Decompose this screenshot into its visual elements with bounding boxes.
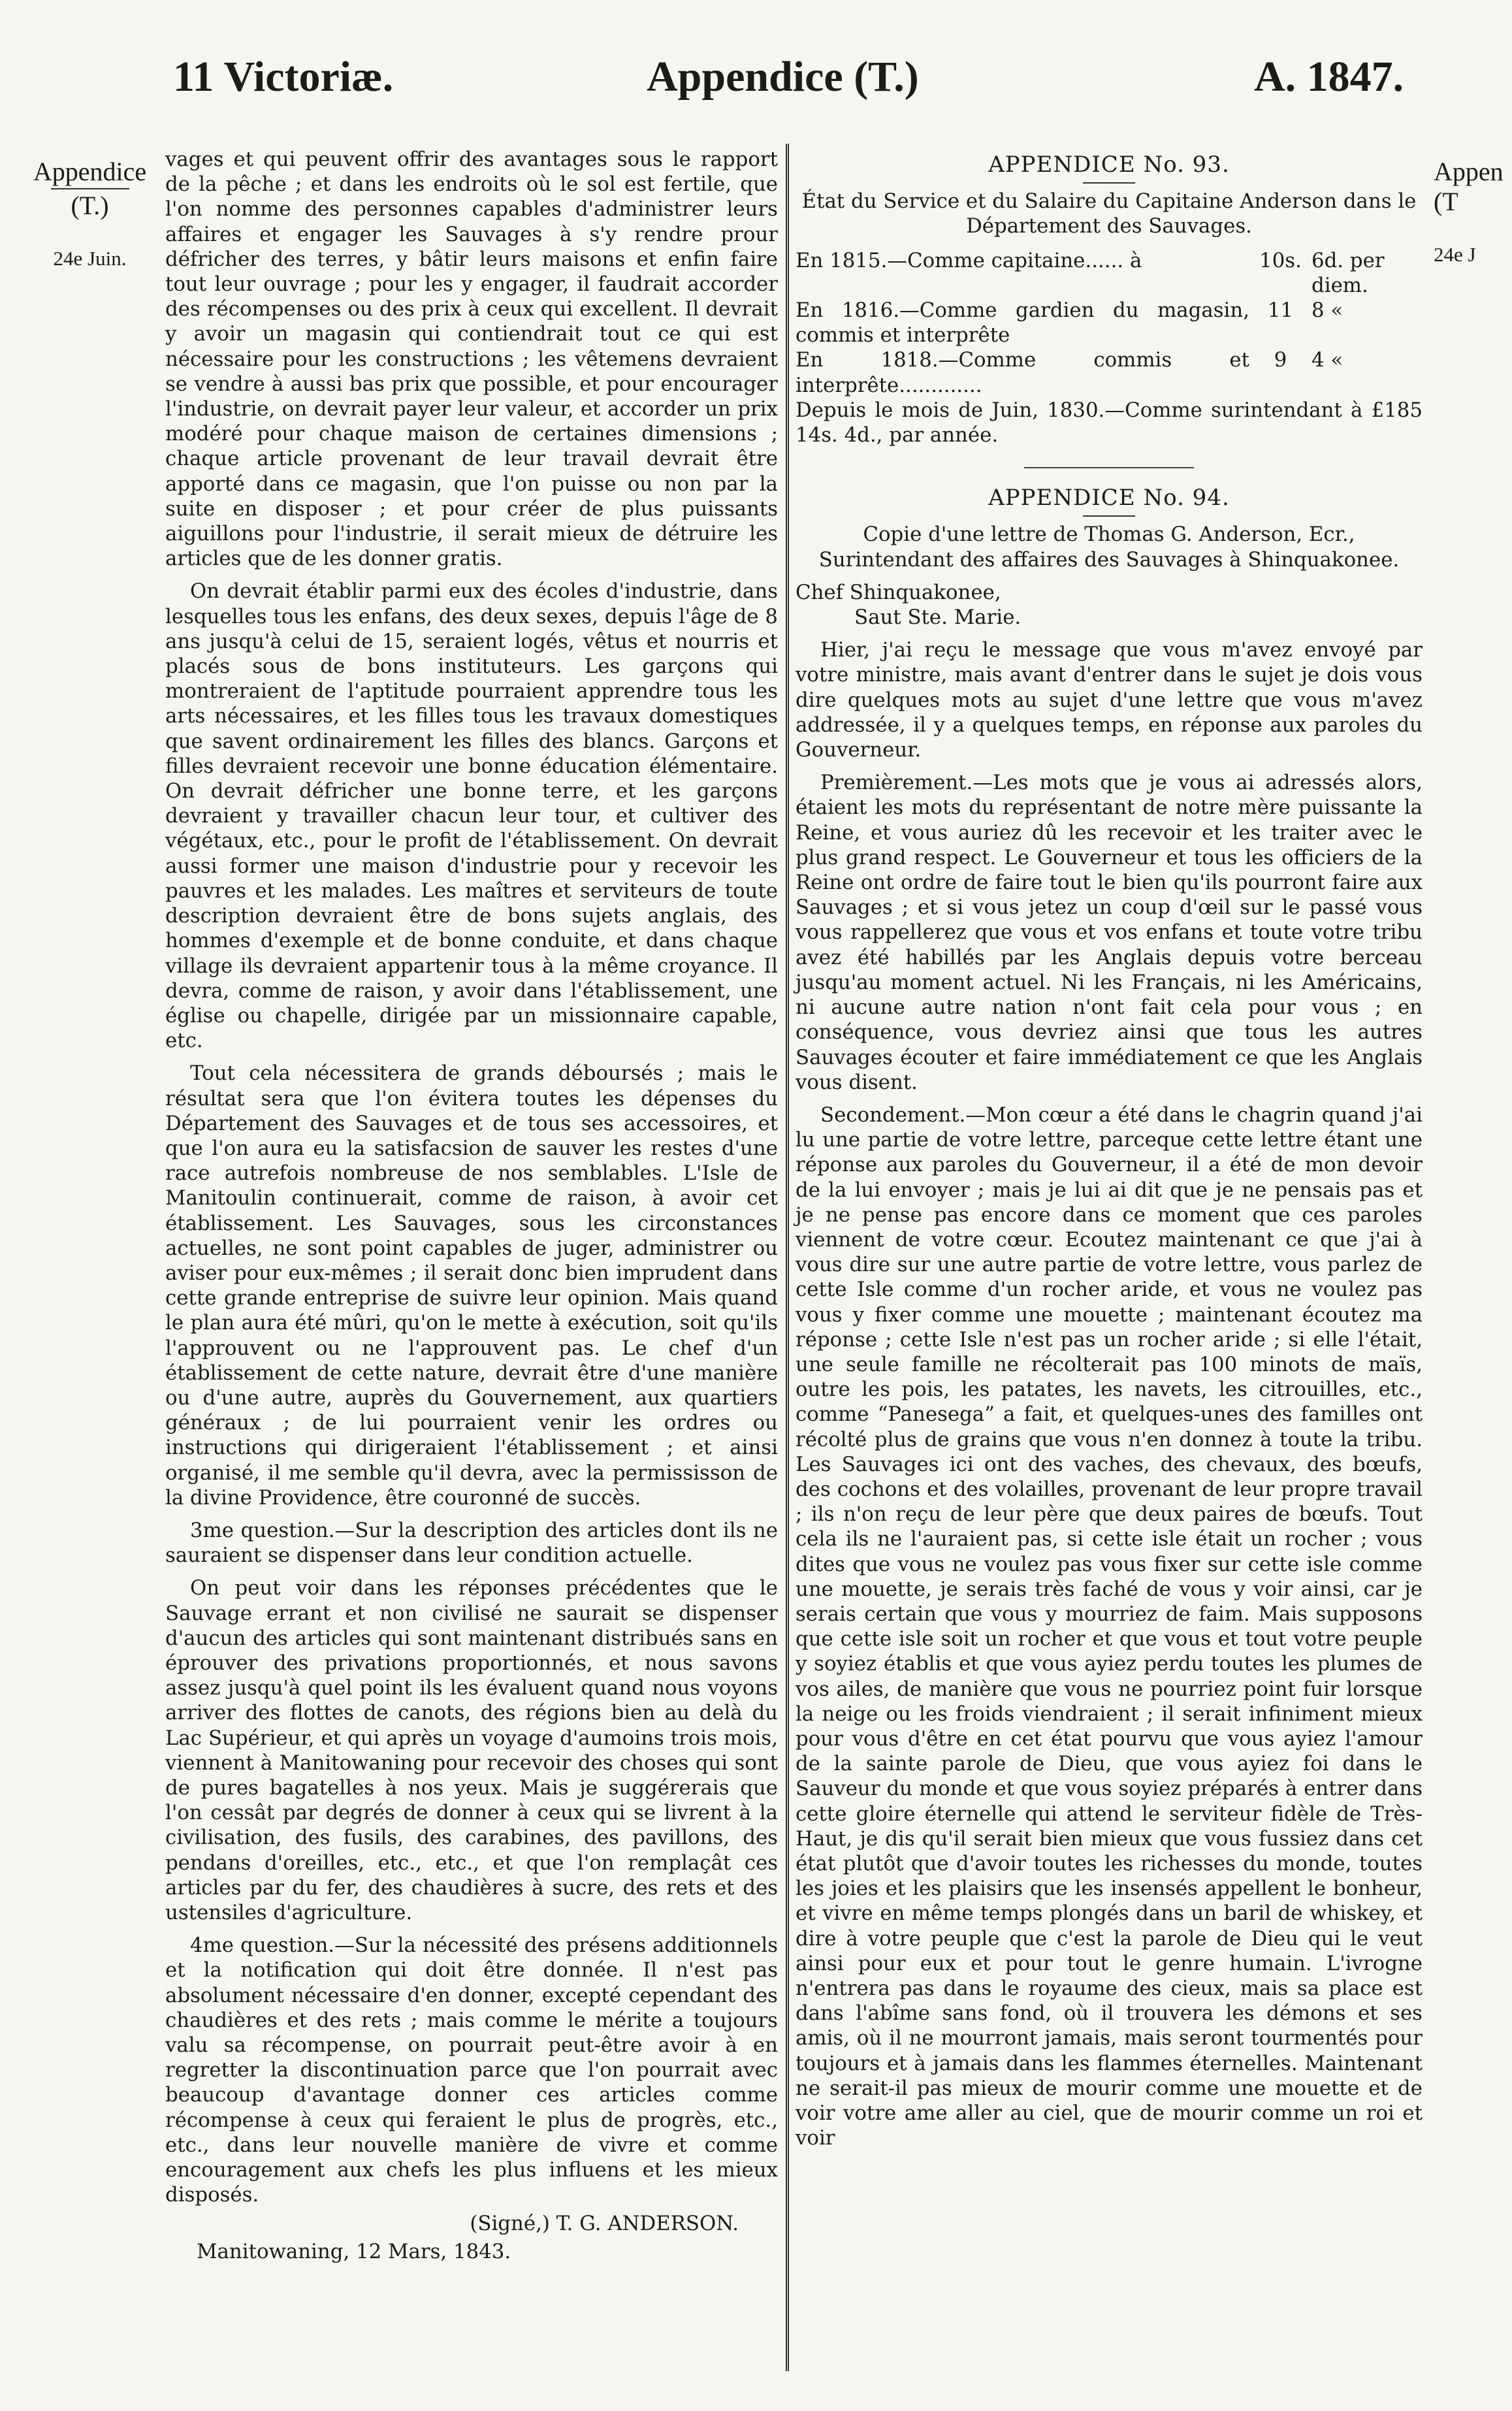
place-date: Manitowaning, 12 Mars, 1843. <box>197 2239 511 2263</box>
salary-row: En 1816.—Comme gardien du magasin, commis et interprête 11 8 « <box>796 299 1343 348</box>
paragraph: Secondement.—Mon cœur a été dans le chagrin quand j'ai lu une partie de votre lettre, parceque cette lettre étant une réponse aux paroles du Gouverneur, il a été de mon devoir de la lui envoyer ; mais je lui ai dit que je ne pensais pas et je ne pense pas encore dans ce moment que ces paroles viennent de votre cœur. Ecoutez maintenant ce que j'ai à vous dire sur une autre partie de votre lettre, vous parlez de cette Isle comme d'un rocher aride, et vous ne voulez pas vous y fixer comme une mouette ; maintenant écoutez ma réponse ; cette Isle n'est pas un rocher aride ; si elle l'était, une seule famille ne récolterait pas 100 minots de maïs, outre les pois, les patates, les navets, les citrouilles, etc., comme “Panesega” a fait, et quelques-unes des familles ont récolté plus de grains que vous n'en donnez à toute la tribu. Les Sauvages ici ont des vaches, des chevaux, des bœufs, des cochons et des volailles, provenant de leur propre travail ; ils n'on reçu de leur père que deux paires de bœufs. Tout cela ils ne l'auraient pas, si cette isle était un rocher ; vous dites que vous ne voulez pas vous fixer sur cette isle comme une mouette, je serais très faché de vous y voir ainsi, car je serais certain que vous y mourriez de faim. Mais supposons que cette isle soit un rocher et que vous et tout votre peuple y soyiez établis et que vous ayiez perdu toutes les plumes de vos ailes, de manière que vous ne pourriez point fuir lorsque la neige ou les froids viendraient ; il serait infiniment mieux pour vous d'être en cet état pourvu que vous ayiez l'amour de la sainte parole de Dieu, que vous ayiez foi dans le Sauveur du monde et que vous soyiez préparés à entrer dans cette gloire éternelle qui attend le serviteur fidèle de Très-Haut, je dis qu'il serait bien mieux que vous fussiez dans cet état plutôt que d'avoir toutes les richesses du monde, toutes les joies et les plaisirs que les insensés appellent le bonheur, et vivre en même temps plongés dans un baril de whiskey, et dire à votre peuple que c'est la parole de Dieu qui le veut ainsi pour eux et pour tout le genre humain. L'ivrogne n'entrera pas dans le royaume des cieux, mais sa place est dans l'abîme sans fond, où il trouvera les démons et ses amis, où il ne mourront jamais, mais seront tourmentés pour toujours et à jamais dans les flammes éternelles. Maintenant ne serait-il pas mieux de mourir comme une mouette et de voir votre ame aller au ciel, que de mourir comme un roi et voir <box>796 1103 1423 2150</box>
salutation-place: Saut Ste. Marie. <box>854 606 1021 630</box>
rule <box>1083 182 1135 184</box>
margin-title: Appen <box>1434 157 1504 186</box>
margin-date: 24e J <box>1434 243 1476 266</box>
salary-last: Depuis le mois de Juin, 1830.—Comme surintendant à £185 14s. 4d., par année. <box>796 398 1423 447</box>
left-column <box>165 147 778 2368</box>
margin-note-left <box>23 157 157 270</box>
paragraph: 3me question.—Sur la description des articles dont ils ne sauraient se dispenser dans leur condition actuelle. <box>165 1518 778 1568</box>
margin-sub: (T.) <box>71 191 109 220</box>
margin-date: 24e Juin. <box>53 247 127 270</box>
salary-table <box>796 248 1423 448</box>
margin-sub: (T <box>1434 187 1458 216</box>
appendix-93-title: APPENDICE No. 93. <box>988 152 1230 178</box>
paragraph: 4me question.—Sur la nécessité des présens additionnels et la notification qui doit être donnée. Il n'est pas absolument nécessaire d'en donner, excepté cependant des chaudières et des rets ; mais comme le mérite a toujours valu sa récompense, on pourrait peut-être avoir à en regretter la discontinuation parce que l'on pourrait avec beaucoup d'avantage donner ces articles comme récompense à ceux qui feraient le plus de progrès, etc., etc., dans leur nouvelle manière de vivre et comme encouragement aux chefs les plus influens et les mieux disposés. <box>165 1934 778 2207</box>
salary-row: En 1815.—Comme capitaine...... à 10s. 6d. per diem. <box>796 248 1385 297</box>
margin-rule <box>51 188 129 189</box>
margin-note-right <box>1434 157 1512 267</box>
section-rule <box>1024 467 1194 468</box>
margin-title: Appendice <box>33 157 147 186</box>
column-divider <box>786 144 789 2371</box>
paragraph: On devrait établir parmi eux des écoles d'industrie, dans lesquelles tous les enfans, des deux sexes, depuis l'âge de 8 ans jusqu'à celui de 15, seraient logés, vêtus et nourris et placés sous de bons instituteurs. Les garçons qui montreraient de l'aptitude pourraient apprendre tous les arts nécessaires, et les filles tous les travaux domestiques que savent ordinairement les filles des blancs. Garçons et filles devraient recevoir une bonne éducation élémentaire. On devrait défricher une bonne terre, et les garçons devraient y travailler chacun leur tour, et cultiver des végétaux, etc., pour le profit de l'établissement. On devrait aussi former une maison d'industrie pour y recevoir les pauvres et les malades. Les maîtres et serviteurs de toute description devraient être de bons sujets anglais, des hommes d'exemple et de bonne conduite, et dans chaque village ils devraient appartenir tous à la même croyance. Il devra, comme de raison, y avoir dans l'établissement, une église ou chapelle, dirigée par un missionnaire capable, etc. <box>165 579 778 1053</box>
header-center: Appendice (T.) <box>647 53 919 101</box>
signature: (Signé,) T. G. ANDERSON. <box>470 2212 739 2236</box>
paragraph: Tout cela nécessitera de grands déboursés ; mais le résultat sera que l'on évitera toutes les dépenses du Département des Sauvages et de tous ses accessoires, et que l'on aura eu la satisfacsion de sauver les restes d'une race autrefois nombreuse de nos semblables. L'Isle de Manitoulin continuerait, comme de raison, à avoir cet établissement. Les Sauvages, sous les circonstances actuelles, ne sont point capables de juger, administrer ou aviser pour eux-mêmes ; il serait donc bien imprudent dans cette grande entreprise de suivre leur opinion. Mais quand le plan aura été mûri, qu'on le mette à exécution, soit qu'ils l'approuvent ou ne l'approuvent pas. Le chef d'un établissement de cette nature, devrait être d'une manière ou d'une autre, auprès du Gouvernement, aux quartiers généraux ; de lui pourraient venir les ordres ou instructions qui dirigeraient l'établissement ; et ainsi organisé, il me semble qu'il devra, avec la permississon de la divine Providence, être couronné de succès. <box>165 1061 778 1510</box>
paragraph: vages et qui peuvent offrir des avantages sous le rapport de la pêche ; et dans les endroits où le sol est fertile, que l'on nomme des personnes capables d'administrer leurs affaires et engager les Sauvages à s'y rendre prour défricher des terres, y bâtir leurs maisons et enfin faire tout leur ouvrage ; pour les y engager, il faudrait accorder des récompenses ou des prix à ceux qui excellent. Il devrait y avoir un magasin qui contiendrait tout ce qui est nécessaire pour les constructions ; les vêtemens devraient se vendre à aussi bas prix que possible, et pour encourager l'industrie, on devrait payer leur valeur, et accorder un prix modéré pour chaque maison de certaines dimensions ; chaque article provenant de leur travail devrait être apporté dans ce magasin, que l'on puisse ou non par la suite en disposer ; et pour créer de plus puissants aiguillons pour l'industrie, il serait mieux de détruire les articles que de les donner gratis. <box>165 148 778 571</box>
right-column <box>796 147 1423 2368</box>
header-right: A. 1847. <box>1254 53 1404 101</box>
paragraph: On peut voir dans les réponses précédentes que le Sauvage errant et non civilisé ne saurait se dispenser d'aucun des articles qui sont maintenant distribués sans en éprouver des privations proportionnés, et nous savons assez jusqu'à quel point ils les évaluent quand nous voyons arriver des flottes de canots, des régions bien au delà du Lac Supérieur, et qui après un voyage d'aumoins trois mois, viennent à Manitowaning pour recevoir des choses qui sont de pures bagatelles à nos yeux. Mais je suggérerais que l'on cessât par degrés de donner à ceux qui se livrent à la civilisation, des fusils, des carabines, des pavillons, des pendans d'oreilles, etc., etc., et que l'on remplaçât ces articles par du fer, des chaudières à sucre, des rets et des ustensiles d'agriculture. <box>165 1576 778 1925</box>
paragraph: Premièrement.—Les mots que je vous ai adressés alors, étaient les mots du représentant de notre mère puissante la Reine, et vous auriez dû les recevoir et les traiter avec le plus grand respect. Le Gouverneur et tous les officiers de la Reine ont ordre de faire tout le bien qu'ils pourront faire aux Sauvages ; et si vous jetez un coup d'œil sur le passé vous vous rappellerez que vous et vos enfans et toute votre tribu avez été habillés par les Anglais depuis votre berceau jusqu'au moment actuel. Ni les Français, ni les Américains, ni aucune autre nation n'ont fait cela pour vous ; en conséquence, vous devriez ainsi que tous les autres Sauvages écouter et faire immédiatement ce que les Anglais vous disent. <box>796 771 1423 1094</box>
page-header <box>0 52 1477 118</box>
appendix-93-subtitle: État du Service et du Salaire du Capitaine Anderson dans le Département des Sauvages. <box>801 189 1417 238</box>
rule <box>1083 515 1135 517</box>
appendix-94-subtitle: Copie d'une lettre de Thomas G. Anderson, Ecr., Surintendant des affaires des Sauvages à Shinquakonee. <box>818 523 1400 572</box>
header-left: 11 Victoriæ. <box>173 53 394 101</box>
appendix-94-title: APPENDICE No. 94. <box>988 485 1230 511</box>
salutation: Chef Shinquakonee, <box>796 580 1001 604</box>
salary-row: En 1818.—Comme commis et interprête............. 9 4 « <box>796 348 1343 397</box>
paragraph: Hier, j'ai reçu le message que vous m'avez envoyé par votre ministre, mais avant d'entrer dans le sujet je dois vous dire quelques mots au sujet d'une lettre que vous m'avez addressée, il y a quelques temps, en réponse aux paroles du Gouverneur. <box>796 638 1423 762</box>
